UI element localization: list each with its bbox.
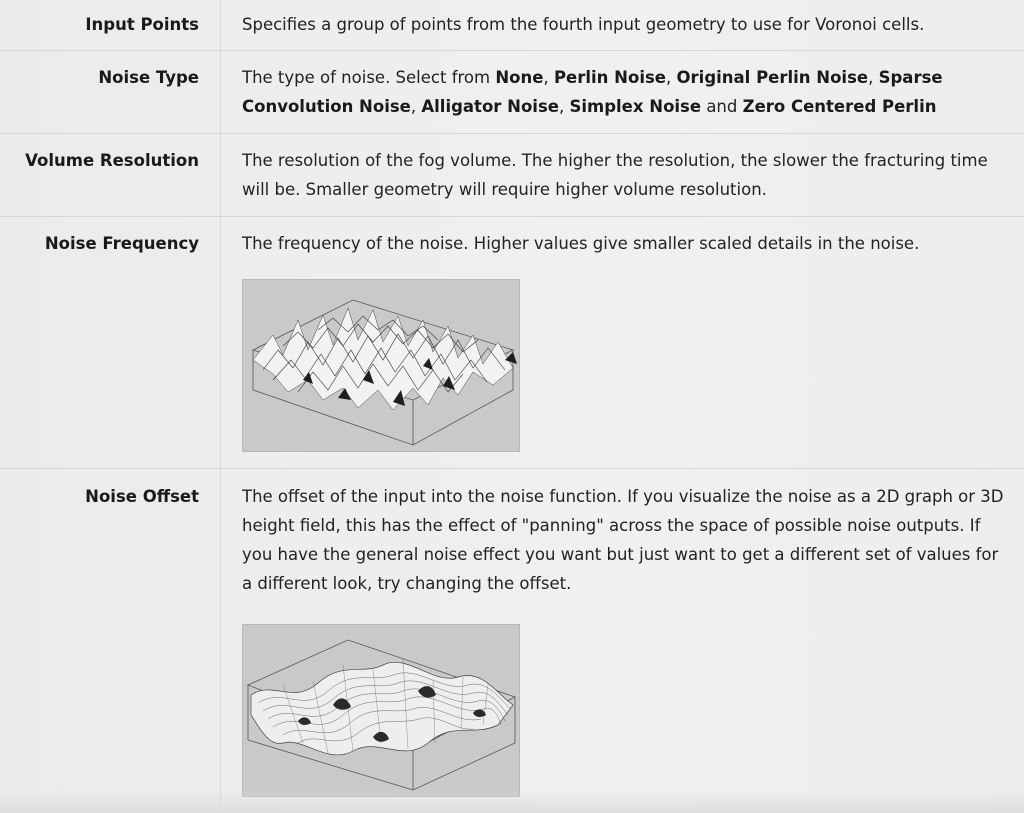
option-original-perlin-noise: Original Perlin Noise [676,68,869,87]
separator: , [543,68,554,87]
option-none: None [495,68,544,87]
noise-frequency-figure [242,279,520,452]
option-perlin-noise: Perlin Noise [553,68,666,87]
noise-offset-figure [242,624,520,797]
separator: , [558,97,570,116]
separator: , [410,97,422,116]
option-zero-centered-perlin: Zero Centered Perlin [742,97,937,116]
param-name: Volume Resolution [25,151,199,170]
param-description: The frequency of the noise. Higher values give smaller scaled details in the noise. [242,234,920,253]
separator: , [868,68,879,87]
param-name: Noise Type [98,68,199,87]
table-row-noise-offset [0,469,1024,813]
table-row-input-points [0,0,1024,51]
param-description: The offset of the input into the noise function. If you visualize the noise as a 2D graph or 3D height field, this has the effect of "panning" across the space of possible noise outputs. If you have the general noise effect you want but just want to get a different set of values for a different look, try changing the offset. [242,487,1004,593]
conjunction: and [701,97,743,116]
table-row-noise-type [0,51,1024,134]
param-description: Specifies a group of points from the fourth input geometry to use for Voronoi cells. [242,15,925,34]
param-name: Noise Frequency [44,234,199,253]
param-name: Noise Offset [85,487,199,506]
table-row-noise-frequency [0,217,1024,469]
separator: , [666,68,677,87]
high-frequency-noise-surface [243,280,519,451]
option-alligator-noise: Alligator Noise [421,97,559,116]
param-description: The resolution of the fog volume. The higher the resolution, the slower the fracturing time will be. Smaller geometry will require higher volume resolution. [242,151,988,199]
low-frequency-noise-surface [243,625,519,796]
param-name: Input Points [85,15,199,34]
option-sparse-convolution-noise: Sparse Convolution Noise [242,68,943,116]
param-description [242,63,1012,121]
option-simplex-noise: Simplex Noise [569,97,702,116]
description-prefix: The type of noise. Select from [242,68,496,87]
table-row-volume-resolution [0,134,1024,217]
